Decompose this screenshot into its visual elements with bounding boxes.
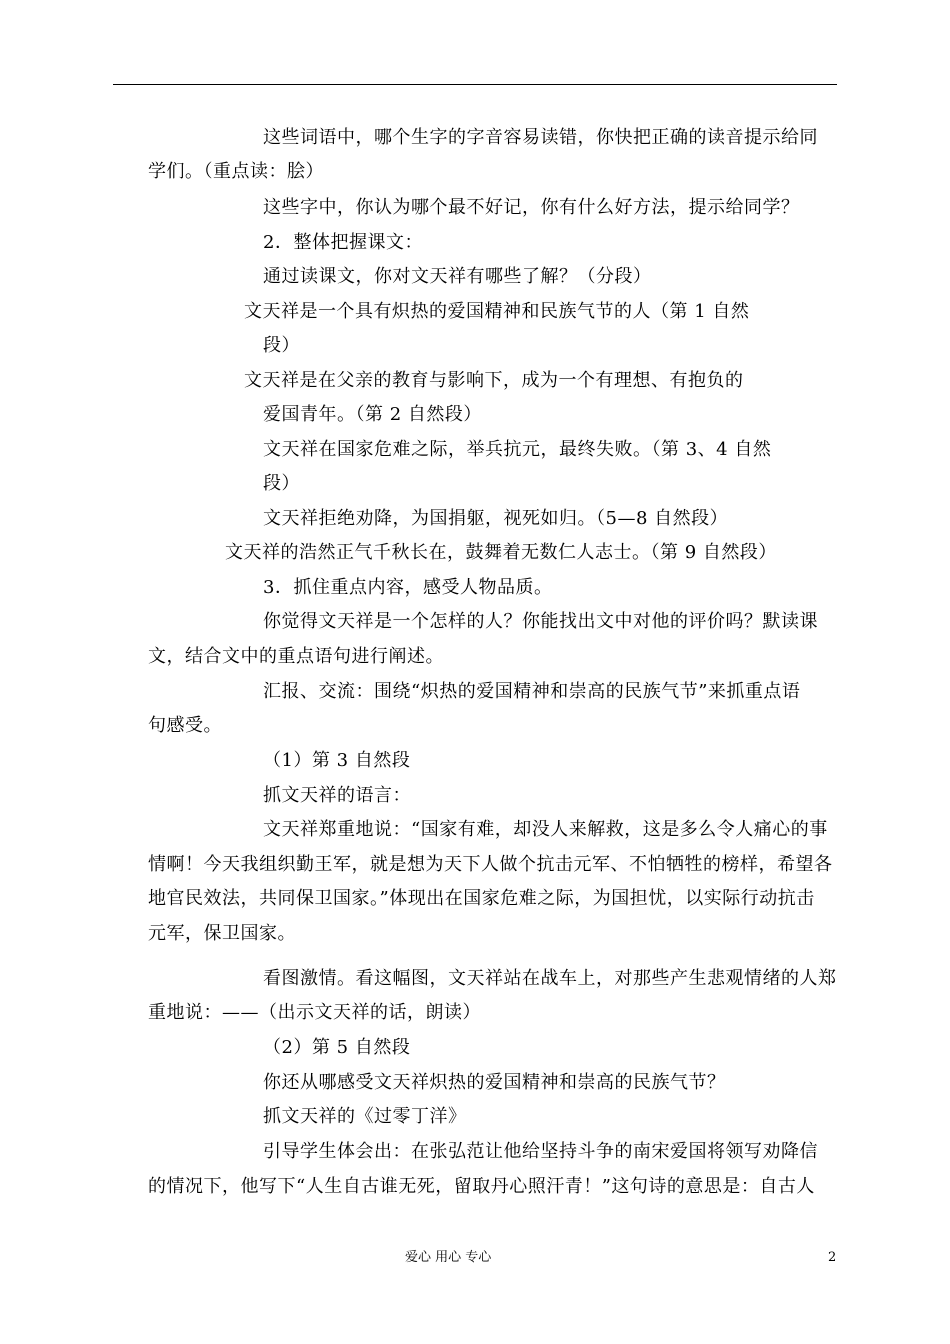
paragraph-line: 元军，保卫国家。 bbox=[148, 923, 296, 944]
paragraph-line: 情啊！今天我组织勤王军，就是想为天下人做个抗击元军、不怕牺牲的榜样，希望各 bbox=[148, 854, 833, 875]
footer-motto: 爱心 用心 专心 bbox=[405, 1250, 492, 1265]
paragraph-line: 文天祥是在父亲的教育与影响下，成为一个有理想、有抱负的 bbox=[244, 370, 744, 391]
paragraph-line: 这些字中，你认为哪个最不好记，你有什么好方法，提示给同学？ bbox=[263, 197, 800, 218]
paragraph-line: 段） bbox=[263, 335, 300, 356]
subsection-heading: （1）第 3 自然段 bbox=[263, 750, 411, 771]
paragraph-line: 文，结合文中的重点语句进行阐述。 bbox=[148, 646, 444, 667]
paragraph-line: 文天祥郑重地说：“国家有难，却没人来解救，这是多么令人痛心的事 bbox=[263, 819, 828, 840]
page-number: 2 bbox=[828, 1250, 837, 1265]
paragraph-line: 重地说：——（出示文天祥的话，朗读） bbox=[148, 1002, 481, 1023]
section-heading: 3．抓住重点内容，感受人物品质。 bbox=[263, 577, 553, 598]
paragraph-line: 看图激情。看这幅图，文天祥站在战车上，对那些产生悲观情绪的人郑 bbox=[263, 968, 837, 989]
paragraph-line: 引导学生体会出：在张弘范让他给坚持斗争的南宋爱国将领写劝降信 bbox=[263, 1141, 818, 1162]
paragraph-line: 地官民效法，共同保卫国家。”体现出在国家危难之际，为国担忧，以实际行动抗击 bbox=[148, 888, 815, 909]
paragraph-line: 文天祥的浩然正气千秋长在，鼓舞着无数仁人志士。（第 9 自然段） bbox=[225, 542, 777, 563]
paragraph-line: 的情况下，他写下“人生自古谁无死，留取丹心照汗青！”这句诗的意思是：自古人 bbox=[148, 1176, 815, 1197]
paragraph-line: 文天祥拒绝劝降，为国捐躯，视死如归。（5—8 自然段） bbox=[263, 508, 729, 529]
paragraph-line: 句感受。 bbox=[148, 715, 222, 736]
paragraph-line: 2．整体把握课文： bbox=[263, 232, 423, 253]
subsection-heading: （2）第 5 自然段 bbox=[263, 1037, 411, 1058]
paragraph-line: 汇报、交流：围绕“炽热的爱国精神和崇高的民族气节”来抓重点语 bbox=[263, 681, 801, 702]
paragraph-line: 文天祥在国家危难之际，举兵抗元，最终失败。（第 3、4 自然 bbox=[263, 439, 772, 460]
paragraph-line: 爱国青年。（第 2 自然段） bbox=[263, 404, 482, 425]
paragraph-line: 学们。（重点读：脍） bbox=[148, 161, 324, 182]
header-rule bbox=[113, 84, 837, 85]
paragraph-line: 你还从哪感受文天祥炽热的爱国精神和崇高的民族气节？ bbox=[263, 1072, 726, 1093]
paragraph-line: 通过读课文，你对文天祥有哪些了解？（分段） bbox=[263, 266, 652, 287]
paragraph-line: 段） bbox=[263, 473, 300, 494]
paragraph-line: 你觉得文天祥是一个怎样的人？你能找出文中对他的评价吗？默读课 bbox=[263, 611, 818, 632]
paragraph-line: 抓文天祥的语言： bbox=[263, 785, 411, 806]
paragraph-line: 这些词语中，哪个生字的字音容易读错，你快把正确的读音提示给同 bbox=[263, 127, 818, 148]
paragraph-line: 文天祥是一个具有炽热的爱国精神和民族气节的人（第 1 自然 bbox=[244, 301, 750, 322]
paragraph-line: 抓文天祥的《过零丁洋》 bbox=[263, 1106, 467, 1127]
